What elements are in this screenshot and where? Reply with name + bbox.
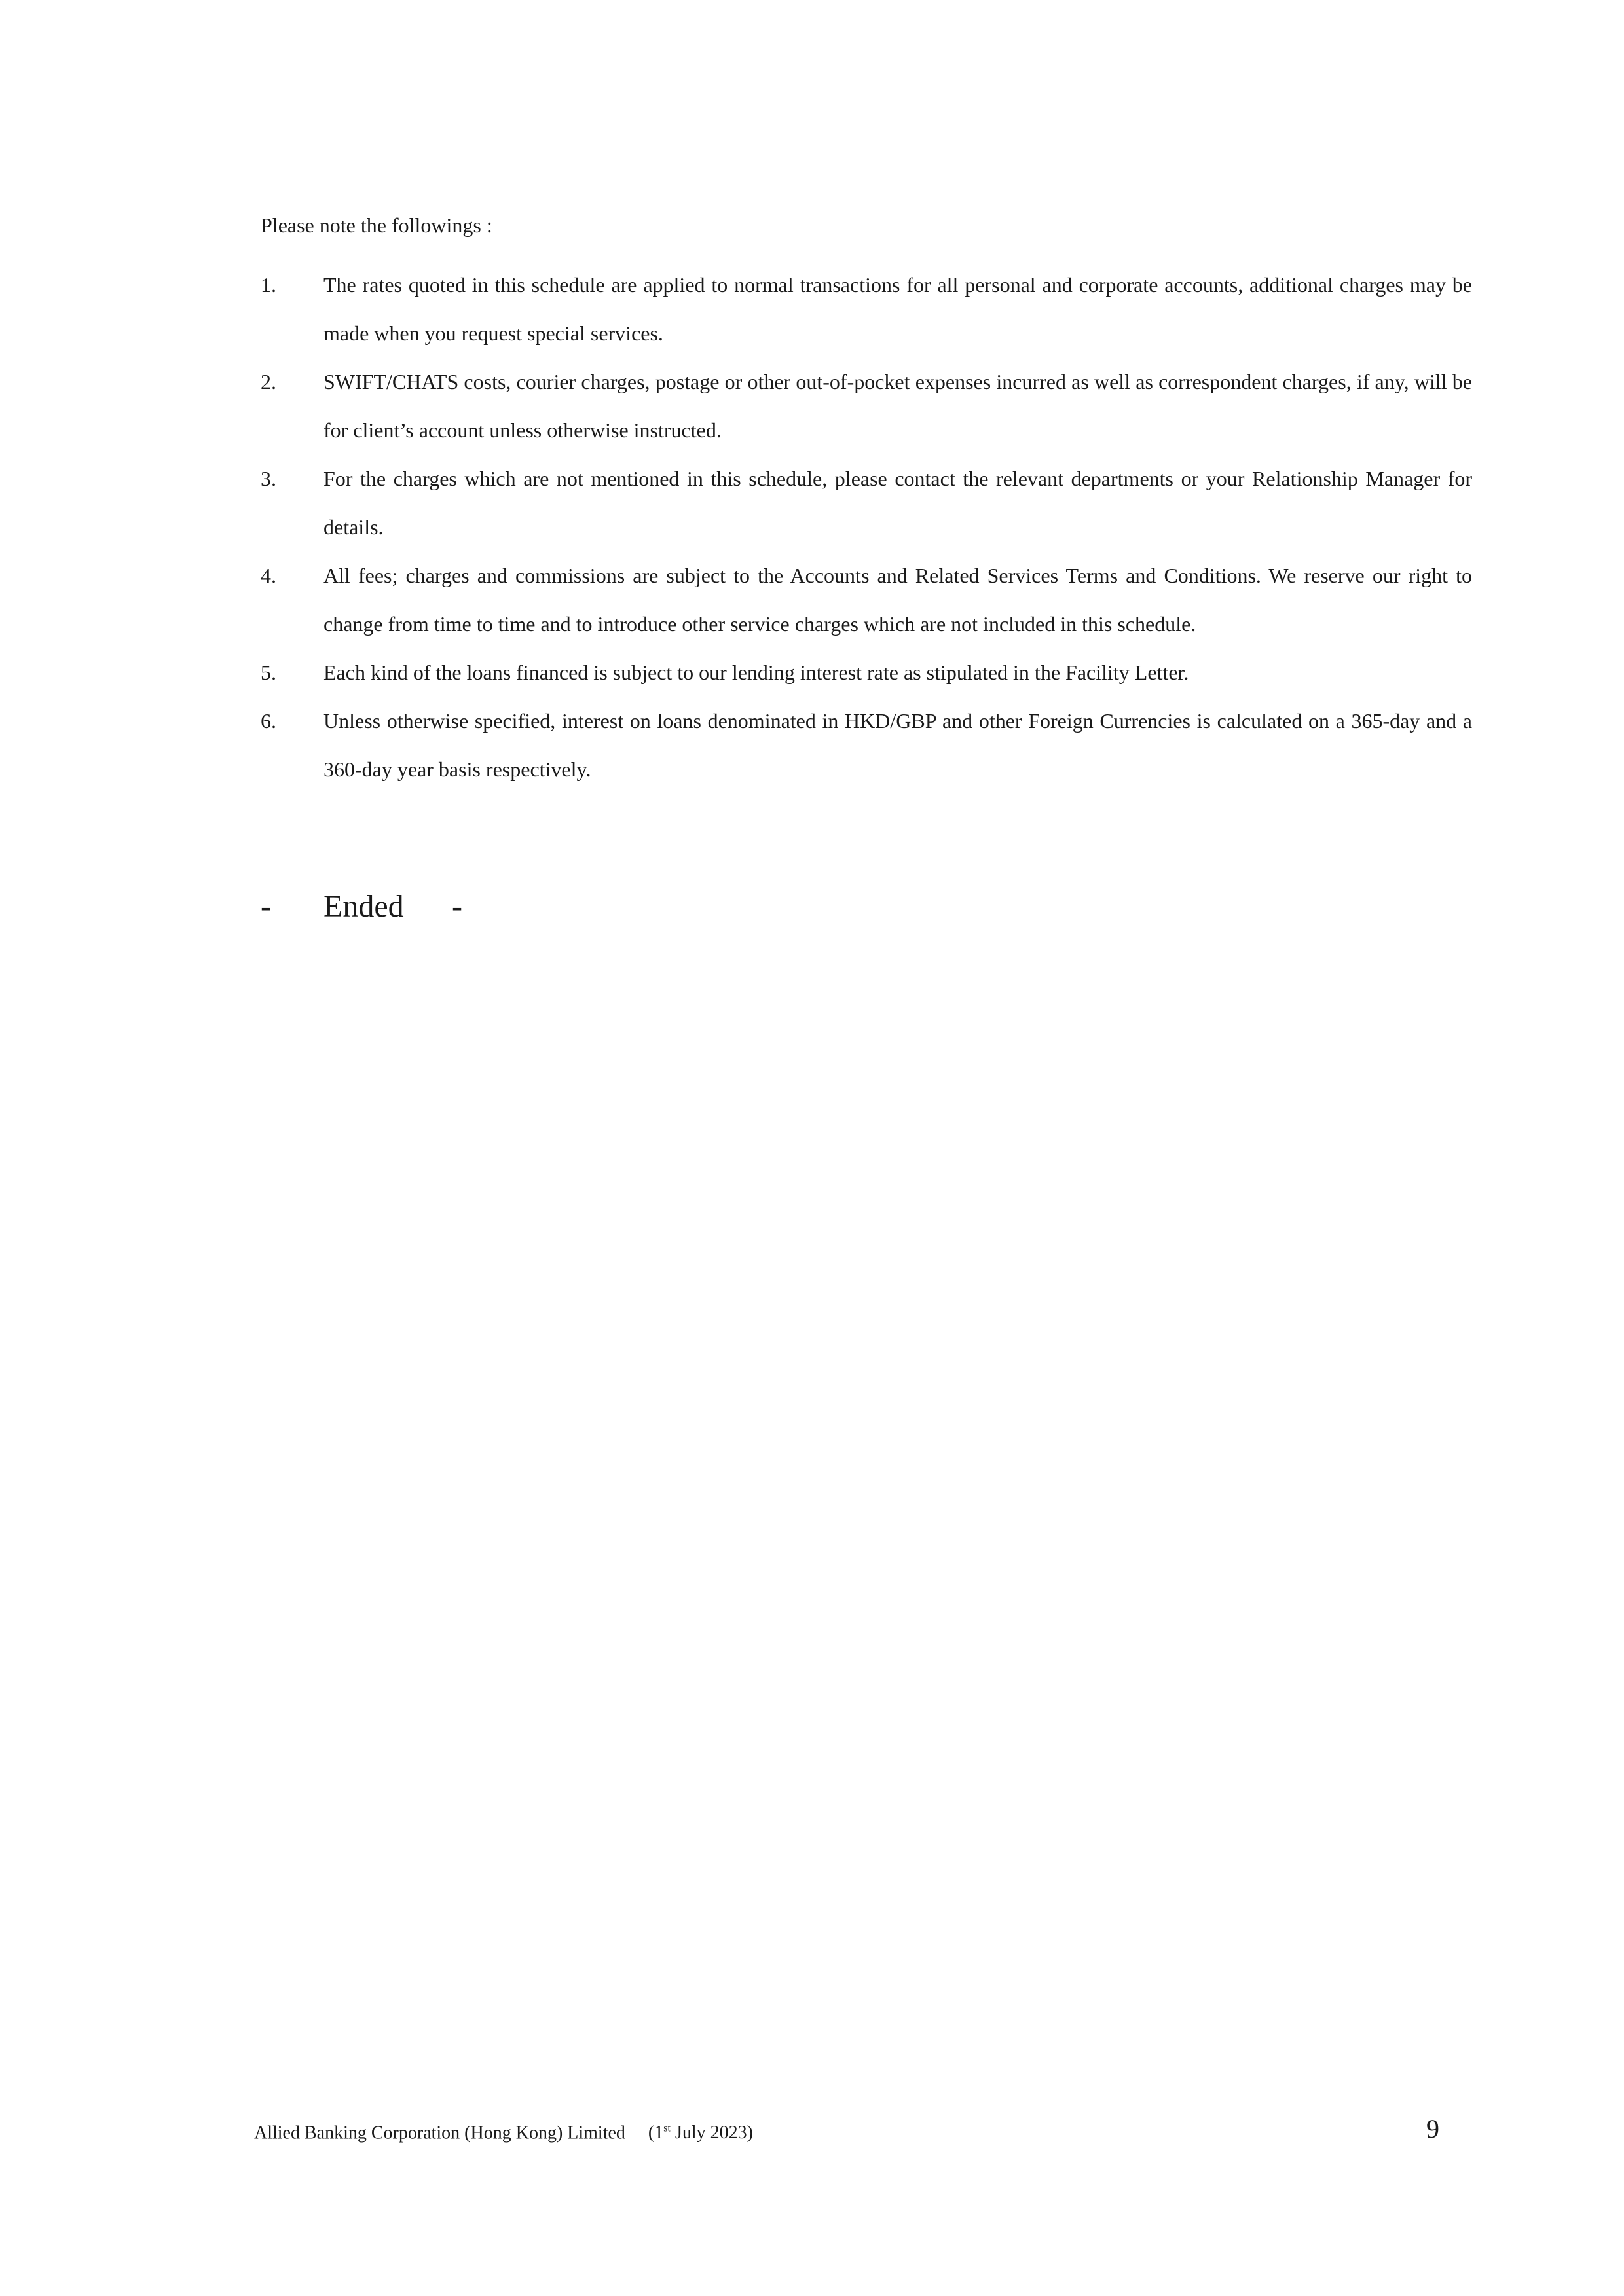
note-text: For the charges which are not mentioned in this schedule, please contact the relevant departments or your Relationship Manager for details. <box>323 467 1472 539</box>
note-item-6 <box>261 697 1472 793</box>
page-number: 9 <box>1426 2114 1439 2143</box>
footer-date-superscript: st <box>663 2123 671 2134</box>
note-number: 6. <box>261 709 276 733</box>
note-item-2 <box>261 357 1472 454</box>
notes-intro: Please note the followings : <box>261 213 492 237</box>
end-word: Ended <box>323 889 404 924</box>
end-dash-right: - <box>452 889 462 924</box>
note-item-4 <box>261 551 1472 648</box>
note-text: SWIFT/CHATS costs, courier charges, postage or other out-of-pocket expenses incurred as well as correspondent charges, if any, will be for client’s account unless otherwise instructed. <box>323 370 1472 442</box>
footer-company: Allied Banking Corporation (Hong Kong) Limited <box>254 2123 625 2143</box>
page-footer <box>254 2116 753 2146</box>
end-dash-left: - <box>261 889 271 924</box>
note-item-1 <box>261 261 1472 357</box>
note-number: 1. <box>261 273 276 297</box>
note-text: The rates quoted in this schedule are applied to normal transactions for all personal and corporate accounts, additional charges may be made when you request special services. <box>323 273 1472 345</box>
end-marker <box>261 887 462 926</box>
note-item-5 <box>261 648 1472 697</box>
notes-list <box>261 261 1472 793</box>
note-text: All fees; charges and commissions are subject to the Accounts and Related Services Terms and Conditions. We reserve our right to change from time to time and to introduce other service charges which are not included in this schedule. <box>323 564 1472 636</box>
footer-date-rest: July 2023) <box>670 2123 753 2143</box>
note-number: 5. <box>261 661 276 684</box>
footer-date <box>648 2123 753 2143</box>
note-text: Unless otherwise specified, interest on loans denominated in HKD/GBP and other Foreign Currencies is calculated on a 365-day and a 360-day year basis respectively. <box>323 709 1472 781</box>
note-text: Each kind of the loans financed is subject to our lending interest rate as stipulated in the Facility Letter. <box>323 661 1189 684</box>
note-item-3 <box>261 454 1472 551</box>
note-number: 4. <box>261 564 276 587</box>
footer-date-open: (1 <box>648 2123 664 2143</box>
note-number: 3. <box>261 467 276 490</box>
note-number: 2. <box>261 370 276 393</box>
